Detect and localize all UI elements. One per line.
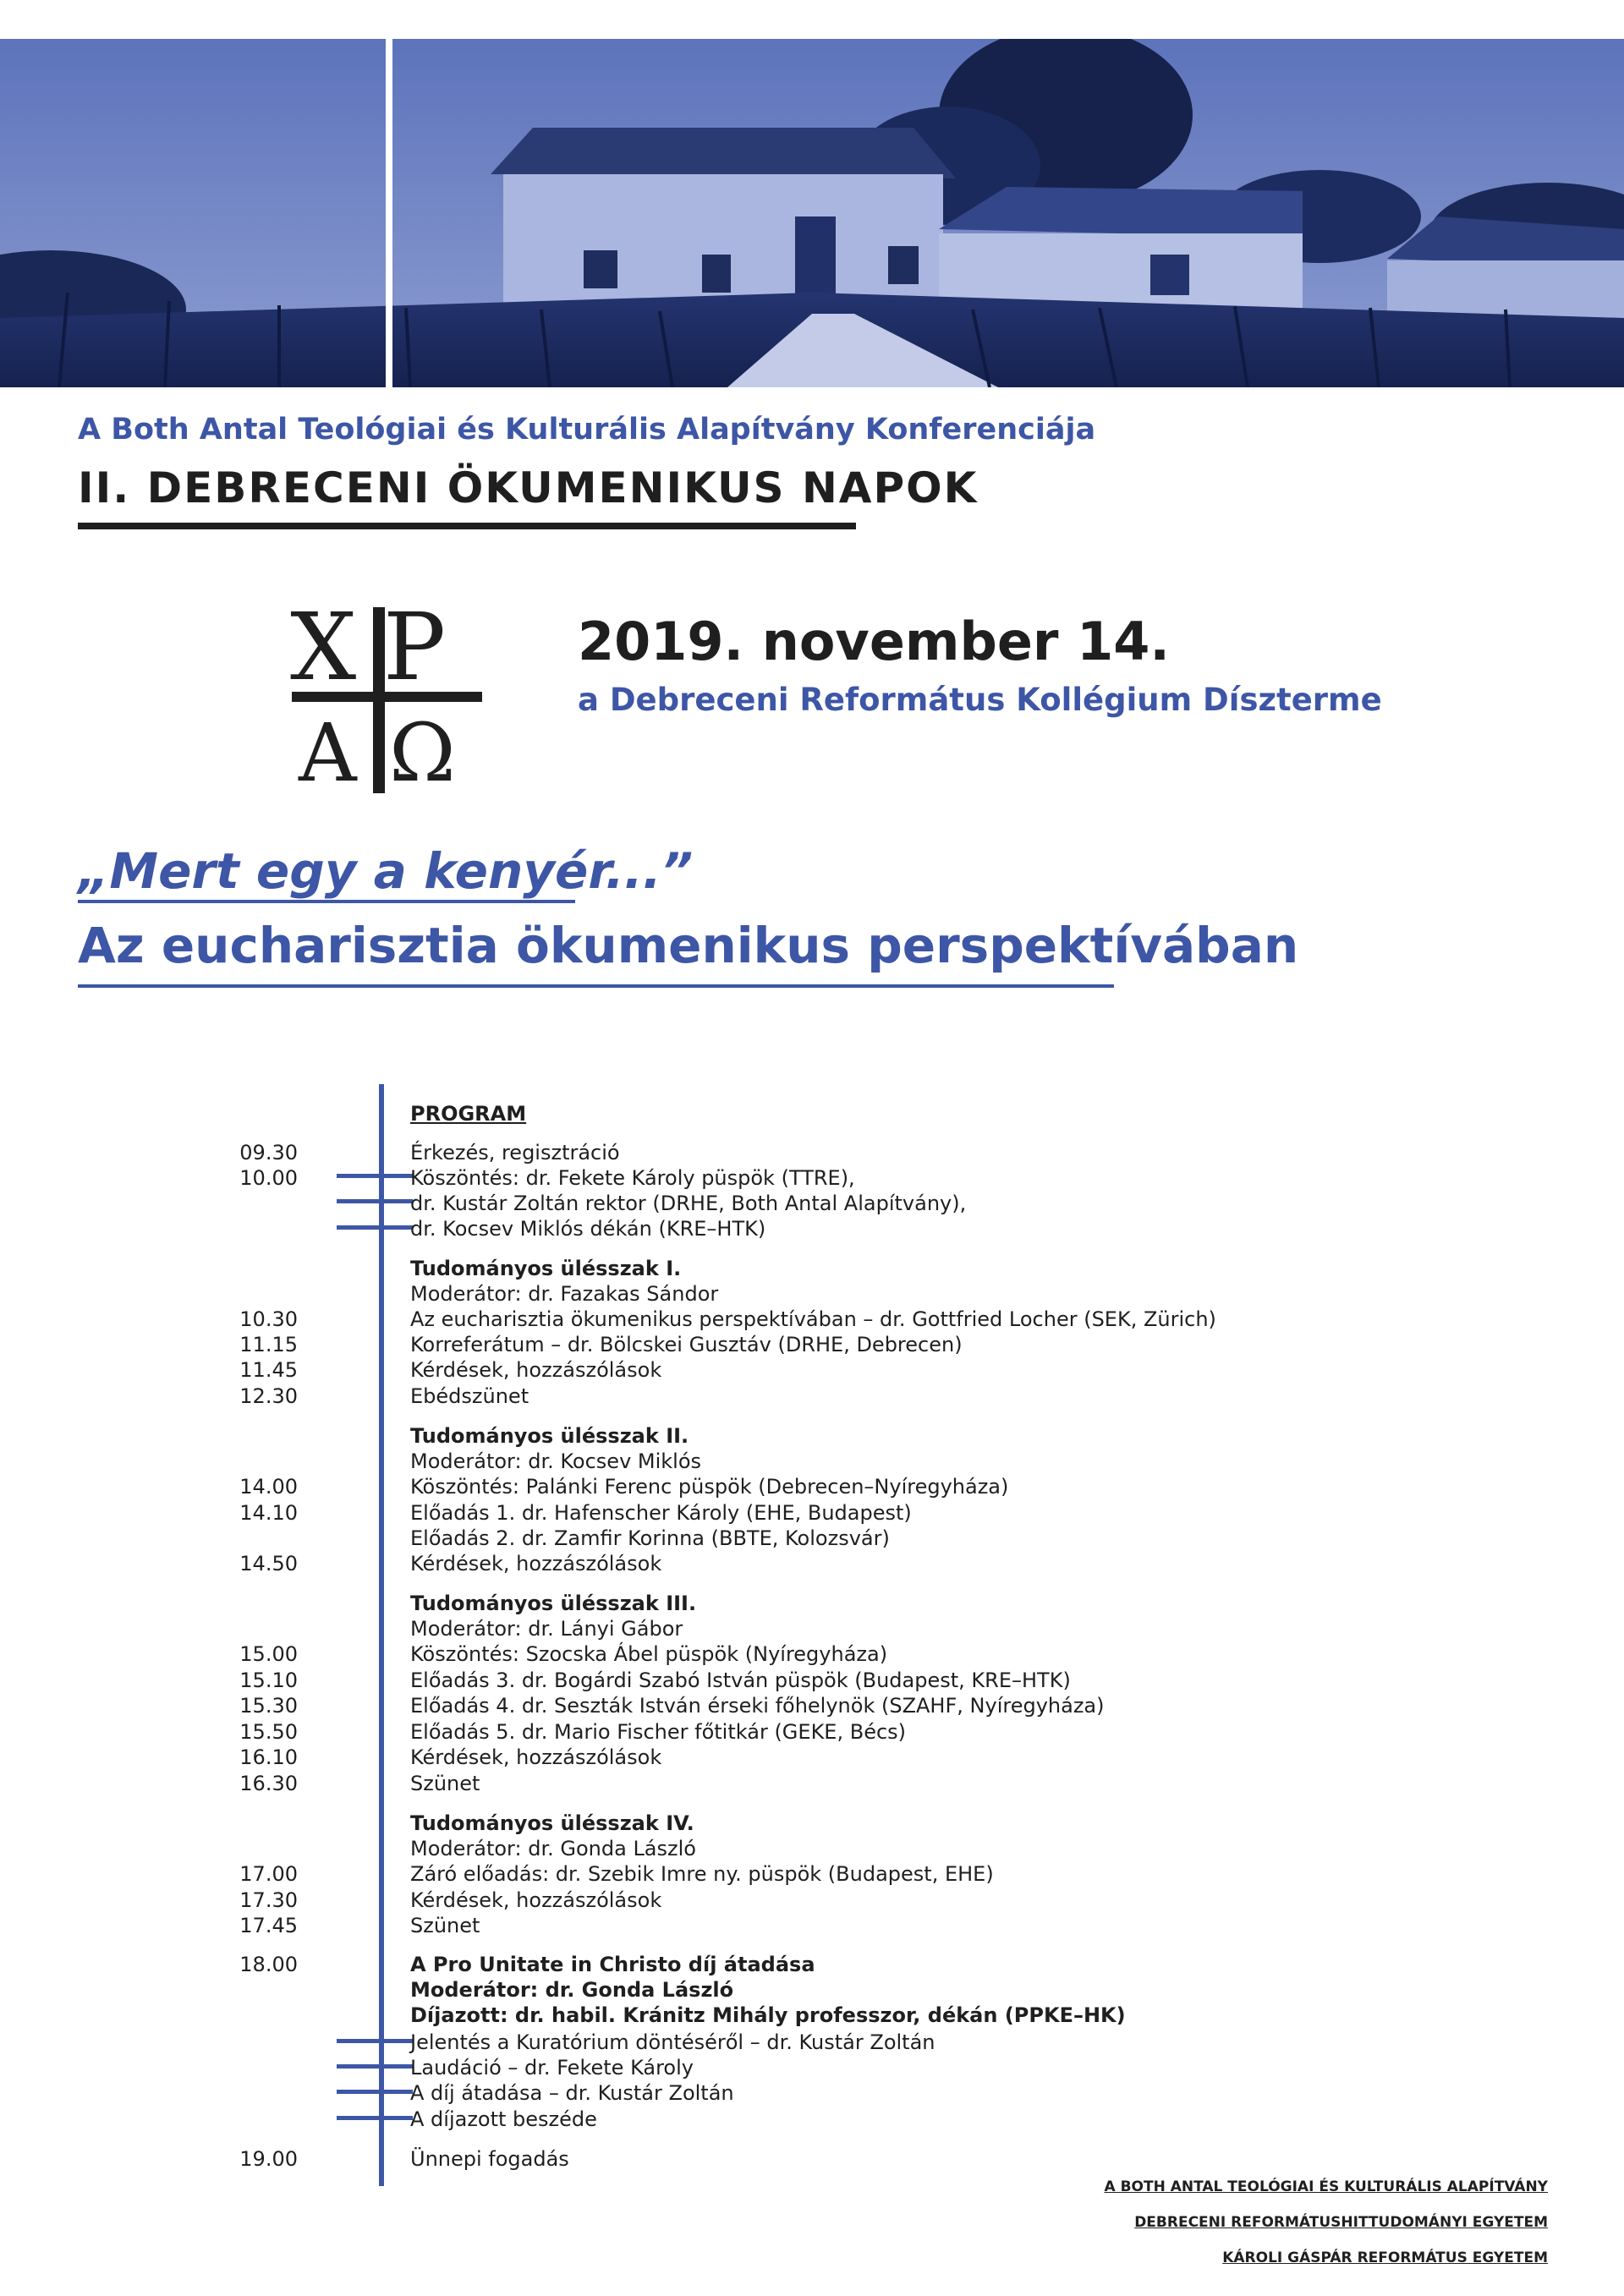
chi-rho-alpha-omega-icon <box>283 590 491 797</box>
timeline-tick <box>337 1225 413 1230</box>
program-time: 14.00 <box>239 1475 298 1499</box>
program-item: Köszöntés: dr. Fekete Károly püspök (TTRE), <box>410 1166 855 1190</box>
program-time: 19.00 <box>239 2147 298 2171</box>
emblem-chi: Χ <box>290 593 357 701</box>
program-time: 15.30 <box>239 1694 298 1718</box>
session-title: Tudományos ülésszak III. <box>410 1592 697 1615</box>
program-item: A díjazott beszéde <box>410 2107 597 2131</box>
program-item: Korreferátum – dr. Bölcskei Gusztáv (DRHE, Debrecen) <box>410 1333 963 1356</box>
emblem-omega: Ω <box>389 707 456 797</box>
program-item: Az eucharisztia ökumenikus perspektívában – dr. Gottfried Locher (SEK, Zürich) <box>410 1307 1216 1331</box>
event-date: 2019. november 14. <box>578 611 1170 672</box>
theme-subtitle-underline <box>78 984 1114 988</box>
program-item: Köszöntés: Palánki Ferenc püspök (Debrecen–Nyíregyháza) <box>410 1475 1009 1499</box>
session-title: Tudományos ülésszak I. <box>410 1257 682 1280</box>
program-item: Szünet <box>410 1772 480 1795</box>
award-moderator: Moderátor: dr. Gonda László <box>410 1978 734 2002</box>
program-item: Kérdések, hozzászólások <box>410 1358 662 1382</box>
event-title: II. DEBRECENI ÖKUMENIKUS NAPOK <box>78 463 979 512</box>
program-item: Előadás 1. dr. Hafenscher Károly (EHE, Budapest) <box>410 1501 912 1525</box>
program-item: Ünnepi fogadás <box>410 2147 569 2171</box>
organization-title: A Both Antal Teológiai és Kulturális Alapítvány Konferenciája <box>78 413 1096 447</box>
program-item: dr. Kocsev Miklós dékán (KRE–HTK) <box>410 1217 766 1241</box>
program-time: 14.10 <box>239 1501 298 1525</box>
emblem-rho: Ρ <box>383 593 447 701</box>
emblem-alpha: Α <box>299 707 357 797</box>
program-time: 18.00 <box>239 1953 298 1976</box>
event-venue: a Debreceni Református Kollégium Díszterme <box>578 682 1382 718</box>
program-time: 15.00 <box>239 1642 298 1666</box>
program-item: Ebédszünet <box>410 1384 529 1408</box>
event-title-underline <box>78 523 856 529</box>
program-time: 16.10 <box>239 1745 298 1769</box>
program-item: Kérdések, hozzászólások <box>410 1745 662 1769</box>
session-title: Tudományos ülésszak IV. <box>410 1811 694 1835</box>
timeline-tick <box>337 1199 413 1203</box>
timeline-tick <box>337 1174 413 1178</box>
program-item: A díj átadása – dr. Kustár Zoltán <box>410 2081 734 2105</box>
timeline-tick <box>337 2039 413 2043</box>
program-time: 09.30 <box>239 1141 298 1164</box>
organizer-university: KÁROLI GÁSPÁR REFORMÁTUS EGYETEM <box>1222 2249 1548 2266</box>
program-time: 15.10 <box>239 1669 298 1692</box>
program-heading: PROGRAM <box>410 1102 527 1126</box>
award-laureate: Díjazott: dr. habil. Kránitz Mihály professzor, dékán (PPKE–HK) <box>410 2003 1126 2027</box>
program-item: Érkezés, regisztráció <box>410 1141 620 1164</box>
program-time: 15.50 <box>239 1720 298 1744</box>
program-time: 12.30 <box>239 1384 298 1408</box>
award-title: A Pro Unitate in Christo díj átadása <box>410 1953 815 1976</box>
program-time: 11.45 <box>239 1358 298 1382</box>
program-item: Laudáció – dr. Fekete Károly <box>410 2056 694 2080</box>
program-time: 17.00 <box>239 1862 298 1886</box>
program-time: 16.30 <box>239 1772 298 1795</box>
session-title: Tudományos ülésszak II. <box>410 1424 689 1448</box>
program-time: 11.15 <box>239 1333 298 1356</box>
banner-photo <box>0 39 1624 387</box>
program-item: Köszöntés: Szocska Ábel püspök (Nyíregyháza) <box>410 1642 888 1666</box>
session-moderator: Moderátor: dr. Kocsev Miklós <box>410 1449 702 1473</box>
program-time: 17.30 <box>239 1888 298 1912</box>
program-item: Záró előadás: dr. Szebik Imre ny. püspök (Budapest, EHE) <box>410 1862 994 1886</box>
theme-quote-underline <box>78 900 575 903</box>
program-item: Kérdések, hozzászólások <box>410 1888 662 1912</box>
session-moderator: Moderátor: dr. Gonda László <box>410 1837 696 1860</box>
program-item: Előadás 2. dr. Zamfir Korinna (BBTE, Kolozsvár) <box>410 1526 890 1550</box>
theme-quote: „Mert egy a kenyér...” <box>78 842 694 900</box>
organizer-foundation: A BOTH ANTAL TEOLÓGIAI ÉS KULTURÁLIS ALAPÍTVÁNY <box>1104 2178 1548 2195</box>
program-item: Előadás 4. dr. Seszták István érseki főhelynök (SZAHF, Nyíregyháza) <box>410 1694 1105 1718</box>
program-timeline <box>379 1084 384 2186</box>
program-item: Kérdések, hozzászólások <box>410 1552 662 1575</box>
session-moderator: Moderátor: dr. Lányi Gábor <box>410 1617 683 1641</box>
program-time: 14.50 <box>239 1552 298 1575</box>
organizer-university: DEBRECENI REFORMÁTUSHITTUDOMÁNYI EGYETEM <box>1134 2214 1548 2231</box>
program-time: 10.30 <box>239 1307 298 1331</box>
program-time: 17.45 <box>239 1914 298 1937</box>
program-item: Előadás 5. dr. Mario Fischer főtitkár (GEKE, Bécs) <box>410 1720 907 1744</box>
timeline-tick <box>337 2090 413 2094</box>
timeline-tick <box>337 2064 413 2069</box>
session-moderator: Moderátor: dr. Fazakas Sándor <box>410 1282 719 1306</box>
program-item: dr. Kustár Zoltán rektor (DRHE, Both Antal Alapítvány), <box>410 1192 967 1215</box>
program-time: 10.00 <box>239 1166 298 1190</box>
timeline-tick <box>337 2116 413 2120</box>
theme-subtitle: Az eucharisztia ökumenikus perspektívában <box>78 917 1299 974</box>
program-item: Jelentés a Kuratórium döntéséről – dr. Kustár Zoltán <box>410 2030 935 2054</box>
program-item: Előadás 3. dr. Bogárdi Szabó István püspök (Budapest, KRE–HTK) <box>410 1669 1071 1692</box>
program-item: Szünet <box>410 1914 480 1937</box>
